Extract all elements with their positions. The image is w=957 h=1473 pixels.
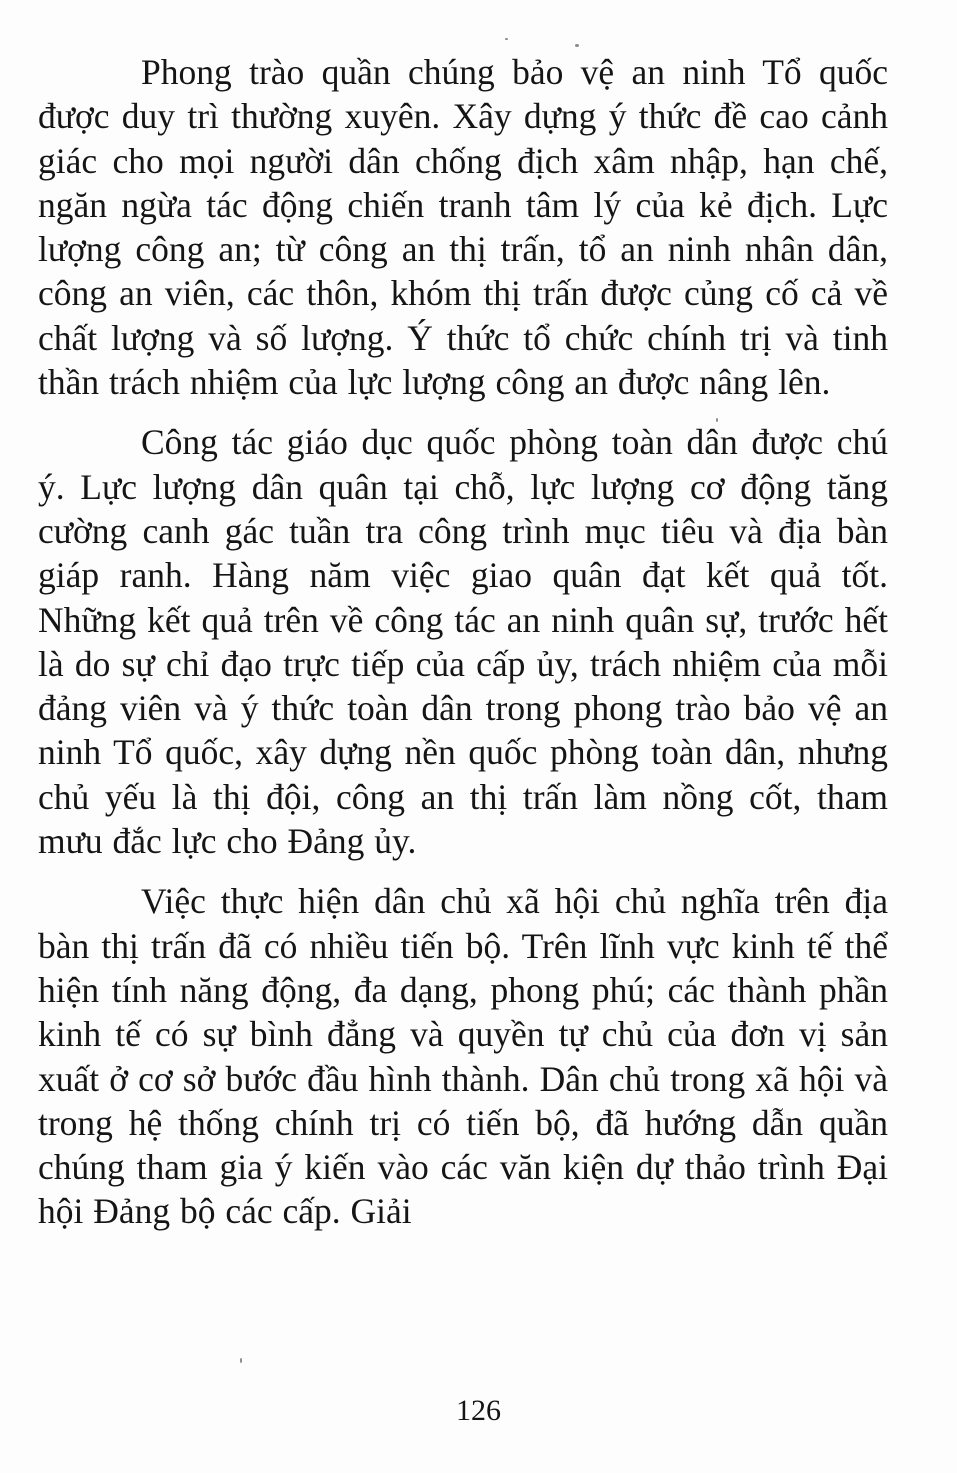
paragraph-defense-education: Công tác giáo dục quốc phòng toàn dân được chú ý. Lực lượng dân quân tại chỗ, lực lượng cơ động tăng cường canh gác tuần tra công trình mục tiêu và địa bàn giáp ranh. Hàng năm việc giao quân đạt kết quả tốt. Những kết quả trên về công tác an ninh quân sự, trước hết là do sự chỉ đạo trực tiếp của cấp ủy, trách nhiệm của mỗi đảng viên và ý thức toàn dân trong phong trào bảo vệ an ninh Tổ quốc, xây dựng nền quốc phòng toàn dân, nhưng chủ yếu là thị đội, công an thị trấn làm nồng cốt, tham mưu đắc lực cho Đảng ủy. <box>38 422 888 862</box>
scan-speck <box>505 38 508 40</box>
body-text <box>38 50 888 1234</box>
paragraph-security: Phong trào quần chúng bảo vệ an ninh Tổ quốc được duy trì thường xuyên. Xây dựng ý thức đề cao cảnh giác cho mọi người dân chống địch xâm nhập, hạn chế, ngăn ngừa tác động chiến tranh tâm lý của kẻ địch. Lực lượng công an; từ công an thị trấn, tổ an ninh nhân dân, công an viên, các thôn, khóm thị trấn được củng cố cả về chất lượng và số lượng. Ý thức tổ chức chính trị và tinh thần trách nhiệm của lực lượng công an được nâng lên. <box>38 52 888 403</box>
scan-speck <box>575 44 579 47</box>
scan-speck <box>240 1358 242 1363</box>
page-number: 126 <box>456 1394 501 1427</box>
paragraph-democracy: Việc thực hiện dân chủ xã hội chủ nghĩa trên địa bàn thị trấn đã có nhiều tiến bộ. Trên lĩnh vực kinh tế thể hiện tính năng động, đa dạng, phong phú; các thành phần kinh tế có sự bình đẳng và quyền tự chủ của đơn vị sản xuất ở cơ sở bước đầu hình thành. Dân chủ trong xã hội và trong hệ thống chính trị có tiến bộ, đã hướng dẫn quần chúng tham gia ý kiến vào các văn kiện dự thảo trình Đại hội Đảng bộ các cấp. Giải <box>38 881 888 1232</box>
